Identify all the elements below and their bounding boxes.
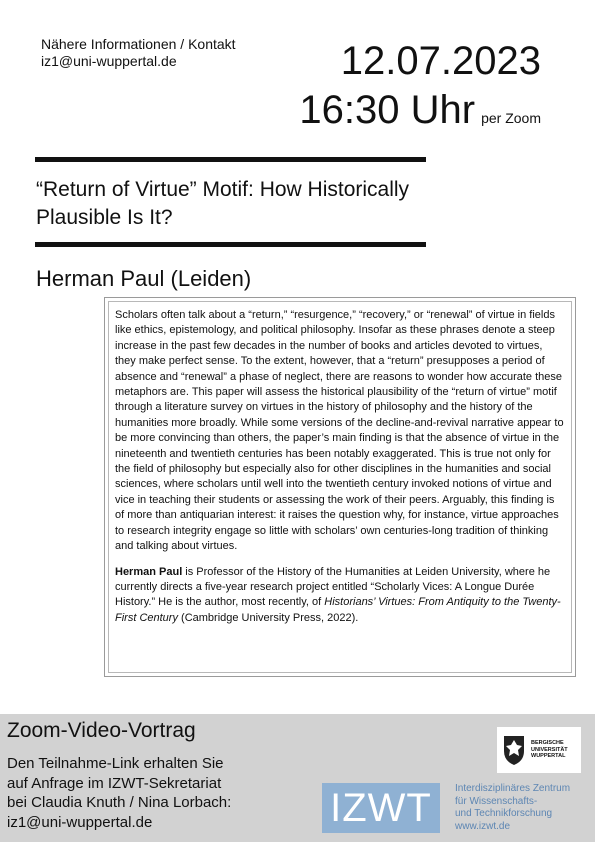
contact-email[interactable]: iz1@uni-wuppertal.de	[41, 53, 177, 69]
event-mode: per Zoom	[481, 110, 541, 126]
talk-title-line1: “Return of Virtue” Motif: How Historically	[36, 178, 410, 201]
footer-title: Zoom-Video-Vortrag	[7, 719, 196, 742]
event-time: 16:30 Uhr	[299, 88, 476, 132]
footer	[0, 714, 595, 842]
izwt-name-line1: Interdisziplinäres Zentrum	[455, 783, 571, 794]
talk-title	[36, 176, 516, 232]
abstract-box	[104, 297, 576, 677]
event-time-line	[299, 88, 541, 133]
bio-text-2: (Cambridge University Press, 2022).	[177, 611, 359, 624]
izwt-name-line2: für Wissenschafts-	[455, 795, 538, 807]
contact-heading: Nähere Informationen / Kontakt	[41, 36, 236, 52]
university-crest-icon	[501, 733, 527, 767]
izwt-website-link[interactable]: www.izwt.de	[455, 820, 511, 832]
footer-line-2: auf Anfrage im IZWT-Sekretariat	[7, 774, 222, 792]
bio-book-title: Historians’ Virtues: From Antiquity to the Twenty-First Century	[115, 596, 561, 624]
footer-info	[7, 754, 231, 832]
abstract-content	[108, 301, 572, 673]
university-name	[531, 740, 568, 760]
footer-line-3: bei Claudia Knuth / Nina Lorbach:	[7, 794, 232, 811]
university-name-line3: WUPPERTAL	[531, 753, 566, 760]
bottom-divider	[35, 242, 426, 247]
university-logo	[497, 727, 581, 773]
bio-text-1: is Professor of the History of the Humanities at Leiden University, where he currently directs a five-year research project entitled “Scholarly Vices: A Longue Durée History.” He is the author, most recently, of	[115, 565, 551, 609]
izwt-name	[455, 783, 570, 833]
bio-name: Herman Paul	[115, 565, 183, 578]
izwt-logo: IZWT	[322, 783, 440, 833]
speaker-bio	[115, 565, 565, 627]
contact-block	[41, 36, 236, 70]
event-date: 12.07.2023	[340, 39, 541, 83]
talk-title-line2: Plausible Is It?	[36, 206, 173, 229]
university-name-line1: BERGISCHE	[531, 740, 564, 747]
speaker-name: Herman Paul (Leiden)	[36, 266, 252, 291]
top-divider	[35, 157, 426, 162]
university-name-line2: UNIVERSITÄT	[531, 746, 568, 753]
abstract-text: Scholars often talk about a “return,” “resurgence,” “recovery,” or “renewal” of virtue in fields like ethics, epistemology, and political philosophy. Insofar as these phrases denote a steep increase in the past few decades in the number of books and articles devoted to virtues, they make perfect sense. To the extent, however, that a “return” presupposes a period of absence and “renewal” a phase of neglect, there are reasons to wonder how accurate these metaphors are. This paper will assess the historical plausibility of the “return of virtue” motif through a literature survey on virtues in the history of philosophy and the history of the humanities more broadly. While some versions of the decline-and-revival narrative appear to be more convincing than others, the paper’s main finding is that the absence of virtue in the nineteenth and twentieth centuries has been notably exaggerated. This is true not only for the field of philosophy but especially also for other disciplines in the humanities and social sciences, where scholars until well into the twentieth century invoked notions of virtue and vice in teaching their students or assessing the work of their peers. Arguably, this finding is of more than antiquarian interest: it raises the question why, for instance, virtue approaches to research integrity engage so little with scholars’ own centuries-long tradition of thinking and talking about virtues.	[115, 309, 564, 553]
footer-line-1: Den Teilnahme-Link erhalten Sie	[7, 755, 224, 772]
footer-email[interactable]: iz1@uni-wuppertal.de	[7, 813, 153, 831]
izwt-name-line3: und Technikforschung	[455, 808, 553, 819]
